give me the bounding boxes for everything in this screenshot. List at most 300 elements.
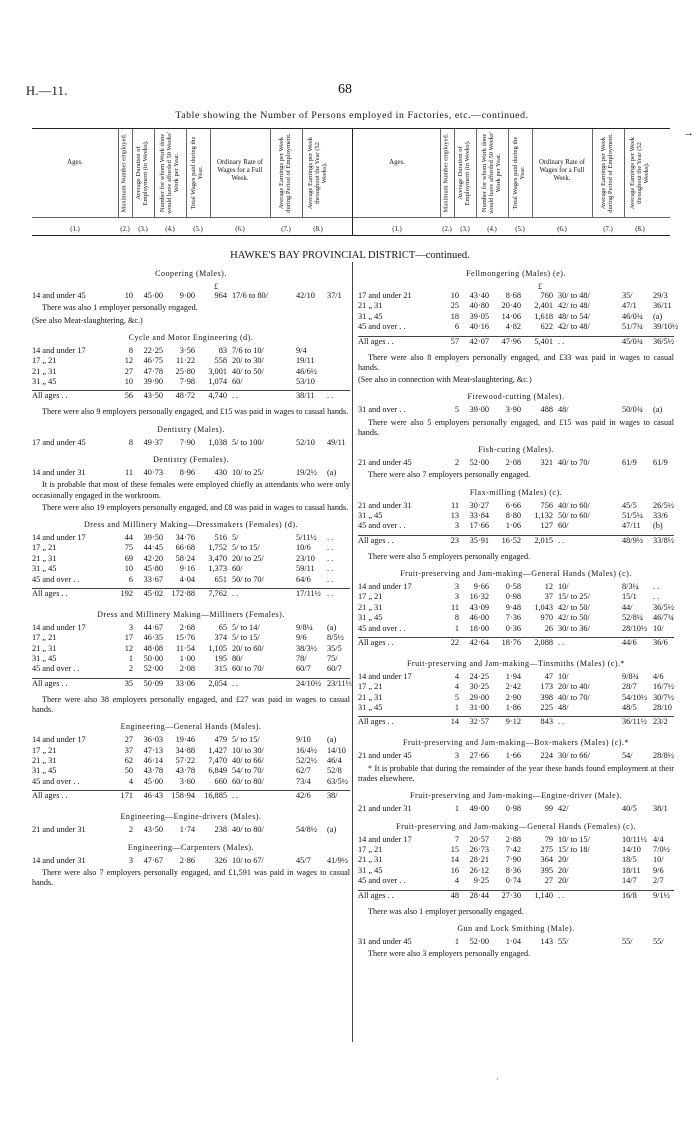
cell-col-2: 50 bbox=[124, 766, 133, 776]
cell-col-5: 6,849 bbox=[208, 766, 227, 776]
table-title: Table showing the Number of Persons employed in Factories, etc.—continued. bbox=[175, 110, 529, 121]
cell-col-1: 21 „ 31 bbox=[32, 553, 57, 563]
table-row bbox=[358, 835, 674, 845]
cell-col-6: 7/6 to 10/ bbox=[232, 345, 264, 355]
cell-col-8: . . bbox=[327, 543, 334, 553]
cell-col-3: 29·00 bbox=[469, 692, 489, 702]
cell-col-7: 45/0¾ bbox=[622, 336, 643, 346]
cell-col-8: (a) bbox=[327, 825, 337, 835]
cell-col-2: 15 bbox=[450, 845, 459, 855]
cell-col-8: 8/5½ bbox=[327, 633, 344, 643]
cell-col-5: 756 bbox=[540, 500, 553, 510]
cell-col-5: 479 bbox=[214, 735, 227, 745]
cell-col-6: 20/ to 60/ bbox=[232, 643, 264, 653]
cell-col-2: 171 bbox=[120, 791, 133, 801]
cell-col-5: 516 bbox=[214, 532, 227, 542]
cell-col-1: 21 and under 45 bbox=[358, 457, 412, 467]
section-note: (See also Meat-slaughtering, &c.) bbox=[32, 315, 143, 325]
cell-col-1: 31 and under 45 bbox=[358, 936, 412, 946]
cell-col-6: 20/ to 40/ bbox=[558, 682, 590, 692]
table-row bbox=[32, 377, 350, 387]
cell-col-6: 48/ bbox=[558, 405, 569, 415]
cell-col-1: 14 and under 17 bbox=[358, 671, 412, 681]
cell-col-6: 60/ to 80/ bbox=[232, 776, 264, 786]
cell-col-1: 31 „ 45 bbox=[32, 654, 57, 664]
cell-col-6: 40/ to 70/ bbox=[558, 457, 590, 467]
column-label: Average Earnings per Week during Period of Employment. bbox=[600, 133, 614, 213]
total-row bbox=[358, 535, 674, 550]
cell-col-5: 1,618 bbox=[534, 311, 553, 321]
cell-col-6: 5/ to 15/ bbox=[232, 735, 260, 745]
cell-col-2: 37 bbox=[124, 745, 133, 755]
cell-col-1: 45 and over . . bbox=[32, 664, 80, 674]
cell-col-4: 1·04 bbox=[505, 936, 521, 946]
total-row bbox=[358, 890, 674, 905]
cell-col-1: 45 and over . . bbox=[358, 521, 406, 531]
pound-sign: £ bbox=[214, 282, 218, 291]
section-title: Engineering—Carpenters (Males). bbox=[127, 842, 255, 852]
cell-col-8: 37/1 bbox=[327, 291, 342, 300]
cell-col-2: 5 bbox=[454, 692, 459, 702]
cell-col-5: 2,401 bbox=[534, 301, 553, 311]
cell-col-7: 45/5 bbox=[622, 500, 637, 510]
cell-col-4: 0·58 bbox=[505, 581, 521, 591]
cell-col-7: 53/10 bbox=[296, 376, 315, 386]
cell-col-6: . . bbox=[558, 717, 565, 727]
cell-col-5: 3,001 bbox=[208, 366, 227, 376]
cell-col-6: 5/ bbox=[232, 532, 239, 542]
cell-col-2: 14 bbox=[450, 717, 459, 727]
cell-col-8: 75/ bbox=[327, 654, 338, 664]
cell-col-6: 48/ to 54/ bbox=[558, 311, 590, 321]
cell-col-3: 46·14 bbox=[143, 756, 163, 766]
cell-col-7: 9/10 bbox=[296, 735, 311, 745]
table-row bbox=[32, 735, 350, 745]
cell-col-4: 2·08 bbox=[179, 664, 195, 674]
cell-col-3: 50·09 bbox=[143, 678, 163, 688]
cell-col-3: 32·57 bbox=[469, 717, 489, 727]
cell-col-4: 7·42 bbox=[505, 845, 521, 855]
table-row bbox=[358, 845, 674, 855]
cell-col-2: 10 bbox=[124, 564, 133, 574]
cell-col-8: 36/5½ bbox=[653, 336, 674, 346]
cell-col-5: 651 bbox=[214, 574, 227, 584]
cell-col-2: 1 bbox=[454, 936, 459, 946]
table-row bbox=[32, 554, 350, 564]
total-row bbox=[32, 588, 350, 603]
cell-col-2: 44 bbox=[124, 532, 133, 542]
cell-col-4: 1·66 bbox=[505, 751, 521, 761]
cell-col-7: 14/7 bbox=[622, 876, 637, 886]
cell-col-5: 1,373 bbox=[208, 564, 227, 574]
cell-col-5: 315 bbox=[214, 664, 227, 674]
cell-col-5: 27 bbox=[544, 876, 553, 886]
column-number: (5.) bbox=[193, 226, 203, 233]
cell-col-2: 11 bbox=[451, 500, 459, 510]
cell-col-6: 10/ to 25/ bbox=[232, 467, 264, 477]
left-section bbox=[32, 425, 350, 448]
cell-col-2: 3 bbox=[454, 521, 459, 531]
cell-col-2: 4 bbox=[454, 876, 459, 886]
cell-col-4: 1·94 bbox=[505, 671, 521, 681]
cell-col-5: 65 bbox=[218, 622, 227, 632]
section-title: Dentistry (Males). bbox=[157, 424, 225, 434]
column-header-6 bbox=[210, 129, 271, 233]
cell-col-5: 430 bbox=[214, 467, 227, 477]
cell-col-4: 8·80 bbox=[505, 510, 521, 520]
cell-col-8: 4/6 bbox=[653, 671, 664, 681]
cell-col-1: All ages . . bbox=[358, 336, 394, 346]
cell-col-1: 17 „ 21 bbox=[358, 845, 383, 855]
column-header-8 bbox=[624, 129, 656, 233]
section-note: There were also 38 employers personally engaged, and £27 was paid in wages to casual hands. bbox=[32, 694, 350, 715]
cell-col-7: 47/11 bbox=[622, 521, 641, 531]
right-section bbox=[358, 822, 674, 917]
cell-col-2: 35 bbox=[124, 678, 133, 688]
cell-col-1: 17 „ 21 bbox=[32, 356, 57, 366]
cell-col-7: 23/10 bbox=[296, 553, 315, 563]
cell-col-3: 39·05 bbox=[469, 311, 489, 321]
cell-col-3: 28·44 bbox=[469, 890, 489, 900]
cell-col-1: All ages . . bbox=[358, 535, 394, 545]
cell-col-1: 31 „ 45 bbox=[32, 766, 57, 776]
table-row bbox=[358, 511, 674, 521]
cell-col-4: 66·68 bbox=[175, 543, 195, 553]
cell-col-1: 14 and under 31 bbox=[32, 855, 86, 865]
cell-col-4: 8·96 bbox=[179, 467, 195, 477]
cell-col-6: . . bbox=[232, 391, 239, 401]
cell-col-4: 2·42 bbox=[505, 682, 521, 692]
cell-col-8: (a) bbox=[327, 735, 337, 745]
column-header-4 bbox=[476, 129, 509, 233]
cell-col-2: 57 bbox=[450, 336, 459, 346]
cell-col-8: . . bbox=[653, 592, 660, 602]
cell-col-1: 45 and over . . bbox=[358, 876, 406, 886]
cell-col-1: 17 and under 21 bbox=[358, 291, 412, 300]
cell-col-8: . . bbox=[327, 391, 334, 401]
cell-col-3: 30·25 bbox=[469, 682, 489, 692]
cell-col-2: 10 bbox=[450, 291, 459, 300]
cell-col-4: 33·06 bbox=[175, 678, 195, 688]
cell-col-7: 48/9½ bbox=[622, 535, 643, 545]
cell-col-6: 54/ to 70/ bbox=[232, 766, 264, 776]
left-section bbox=[32, 269, 350, 326]
cell-col-6: 10/ to 15/ bbox=[558, 834, 590, 844]
cell-col-2: 3 bbox=[128, 855, 133, 865]
cell-col-4: 158·94 bbox=[171, 791, 195, 801]
cell-col-1: All ages . . bbox=[32, 791, 68, 801]
cell-col-1: 45 and over . . bbox=[32, 574, 80, 584]
cell-col-2: 27 bbox=[124, 366, 133, 376]
page-number: 68 bbox=[338, 82, 352, 97]
cell-col-6: 20/ bbox=[558, 855, 569, 865]
cell-col-1: 31 „ 45 bbox=[358, 613, 383, 623]
cell-col-3: 40·80 bbox=[469, 301, 489, 311]
cell-col-2: 3 bbox=[454, 751, 459, 761]
section-note: There were also 5 employers personally engaged. bbox=[368, 551, 531, 561]
cell-col-4: 7·90 bbox=[179, 437, 195, 447]
cell-col-7: 42/10 bbox=[296, 291, 315, 300]
cell-col-2: 62 bbox=[124, 756, 133, 766]
cell-col-3: 40·73 bbox=[143, 467, 163, 477]
cell-col-4: 16·52 bbox=[501, 535, 521, 545]
cell-col-6: . . bbox=[558, 890, 565, 900]
right-section bbox=[358, 569, 674, 652]
cell-col-3: 45·00 bbox=[143, 291, 163, 300]
left-section bbox=[32, 722, 350, 805]
cell-col-6: 20/ bbox=[558, 876, 569, 886]
cell-col-4: 0·74 bbox=[505, 876, 521, 886]
cell-col-8: 16/7½ bbox=[653, 682, 674, 692]
cell-col-4: 11·54 bbox=[175, 643, 195, 653]
cell-col-7: 17/11½ bbox=[296, 588, 321, 598]
cell-col-4: 27·30 bbox=[501, 890, 521, 900]
cell-col-1: 17 „ 21 bbox=[358, 592, 383, 602]
cell-col-3: 27·66 bbox=[469, 751, 489, 761]
cell-col-3: 42·64 bbox=[469, 637, 489, 647]
right-section bbox=[358, 791, 674, 814]
cell-col-1: All ages . . bbox=[32, 678, 68, 688]
cell-col-8: . . bbox=[327, 588, 334, 598]
cell-col-5: 364 bbox=[540, 855, 553, 865]
cell-col-8: (a) bbox=[327, 622, 337, 632]
cell-col-7: 62/7 bbox=[296, 766, 311, 776]
cell-col-5: 326 bbox=[214, 855, 227, 865]
cell-col-3: 33·67 bbox=[143, 574, 163, 584]
cell-col-5: 660 bbox=[214, 776, 227, 786]
total-row bbox=[358, 336, 674, 351]
table-row bbox=[32, 291, 350, 301]
table-row bbox=[32, 746, 350, 756]
cell-col-8: 23/2 bbox=[653, 717, 668, 727]
cell-col-7: 52/2½ bbox=[296, 756, 317, 766]
cell-col-4: 15·76 bbox=[175, 633, 195, 643]
cell-col-2: 2 bbox=[128, 825, 133, 835]
cell-col-2: 75 bbox=[124, 543, 133, 553]
cell-col-7: 5/11½ bbox=[296, 532, 317, 542]
column-number: (3.) bbox=[460, 226, 470, 233]
cell-col-8: (a) bbox=[653, 311, 663, 321]
cell-col-8: 38/1 bbox=[653, 804, 668, 814]
cell-col-8: 38/ bbox=[327, 791, 338, 801]
section-note: There were also 19 employers personally engaged, and £8 was paid in wages to casual hands. bbox=[42, 502, 349, 512]
cell-col-8: . . bbox=[327, 564, 334, 574]
cell-col-8: 4/4 bbox=[653, 834, 664, 844]
table-row bbox=[358, 291, 674, 301]
cell-col-5: 1,105 bbox=[208, 643, 227, 653]
left-section bbox=[32, 812, 350, 835]
section-note: There were also 9 employers personally engaged, and £15 was paid in wages to casual hands. bbox=[42, 407, 349, 417]
table-row bbox=[32, 644, 350, 654]
cell-col-4: 172·88 bbox=[171, 588, 195, 598]
cell-col-3: 17·66 bbox=[469, 521, 489, 531]
column-label: Average Earnings per Week during Period of Employment. bbox=[278, 133, 292, 213]
cell-col-6: 60/ bbox=[558, 521, 569, 531]
column-header-3 bbox=[454, 129, 477, 233]
margin-tick: → bbox=[683, 127, 694, 139]
cell-col-7: 55/ bbox=[622, 936, 633, 946]
table-row bbox=[32, 825, 350, 835]
cell-col-1: 31 „ 45 bbox=[358, 865, 383, 875]
column-number: (6.) bbox=[235, 226, 245, 233]
cell-col-5: 2,054 bbox=[208, 678, 227, 688]
cell-col-1: 21 and under 31 bbox=[32, 825, 86, 835]
column-header-6 bbox=[532, 129, 593, 233]
cell-col-3: 35·91 bbox=[469, 535, 489, 545]
right-section bbox=[358, 924, 674, 960]
cell-col-6: 20/ to 30/ bbox=[232, 356, 264, 366]
cell-col-4: 2·88 bbox=[505, 834, 521, 844]
section-title: Engineering—General Hands (Males). bbox=[120, 722, 262, 732]
column-label: Maximum Number employed. bbox=[442, 133, 450, 213]
table-row bbox=[358, 458, 674, 468]
cell-col-8: . . bbox=[327, 532, 334, 542]
cell-col-6: 48/ bbox=[558, 703, 569, 713]
cell-col-7: 54/ bbox=[622, 751, 633, 761]
cell-col-1: 14 and under 17 bbox=[358, 581, 412, 591]
cell-col-7: 10/11½ bbox=[622, 834, 647, 844]
table-row bbox=[358, 876, 674, 886]
cell-col-2: 5 bbox=[454, 405, 459, 415]
section-title: Coopering (Males). bbox=[155, 269, 227, 278]
cell-col-3: 26·12 bbox=[469, 865, 489, 875]
cell-col-6: 40/ to 66/ bbox=[232, 756, 264, 766]
cell-col-6: 50/ to 70/ bbox=[232, 574, 264, 584]
table-row bbox=[32, 623, 350, 633]
cell-col-5: 16,885 bbox=[204, 791, 227, 801]
column-label: Total Wages paid during the Year. bbox=[190, 136, 204, 210]
cell-col-4: 2·68 bbox=[179, 622, 195, 632]
cell-col-1: All ages . . bbox=[32, 391, 68, 401]
section-note: There were also 7 employers personally engaged. bbox=[368, 470, 531, 480]
total-row bbox=[32, 390, 350, 405]
cell-col-1: 31 „ 45 bbox=[32, 376, 57, 386]
section-title: Dress and Millinery Making—Milliners (Females). bbox=[97, 609, 285, 619]
cell-col-5: 195 bbox=[214, 654, 227, 664]
cell-col-4: 57·22 bbox=[175, 756, 195, 766]
cell-col-1: 17 „ 21 bbox=[32, 745, 57, 755]
total-row bbox=[32, 678, 350, 693]
cell-col-4: 4·82 bbox=[505, 322, 521, 332]
cell-col-3: 52·00 bbox=[469, 457, 489, 467]
column-label: Ages. bbox=[67, 159, 83, 166]
cell-col-4: 6·66 bbox=[505, 500, 521, 510]
cell-col-7: 73/4 bbox=[296, 776, 311, 786]
column-number: (7.) bbox=[603, 226, 613, 233]
cell-col-5: 2,088 bbox=[534, 637, 553, 647]
cell-col-5: 1,043 bbox=[534, 602, 553, 612]
cell-col-5: 488 bbox=[540, 405, 553, 415]
cell-col-5: 143 bbox=[540, 936, 553, 946]
cell-col-4: 3·90 bbox=[505, 405, 521, 415]
cell-col-4: 18·76 bbox=[501, 637, 521, 647]
cell-col-2: 11 bbox=[125, 467, 133, 477]
cell-col-3: 50·00 bbox=[143, 654, 163, 664]
cell-col-8: 29/3 bbox=[653, 291, 668, 300]
left-section bbox=[32, 455, 350, 513]
cell-col-6: 20/ bbox=[558, 865, 569, 875]
cell-col-1: All ages . . bbox=[358, 890, 394, 900]
table-row bbox=[358, 322, 679, 332]
cell-col-6: 80/ bbox=[232, 654, 243, 664]
table-row bbox=[32, 766, 350, 776]
section-title: Fellmongering (Males) (e). bbox=[466, 269, 566, 278]
cell-col-8: 10/ bbox=[653, 855, 664, 865]
cell-col-6: 42/ bbox=[558, 804, 569, 814]
column-number: (8.) bbox=[635, 226, 645, 233]
total-row bbox=[358, 716, 674, 731]
cell-col-2: 23 bbox=[450, 535, 459, 545]
cell-col-6: . . bbox=[558, 336, 565, 346]
cell-col-4: 9·48 bbox=[505, 602, 521, 612]
cell-col-2: 18 bbox=[450, 311, 459, 321]
cell-col-3: 9·25 bbox=[473, 876, 489, 886]
table-row bbox=[32, 564, 350, 574]
cell-col-2: 13 bbox=[450, 510, 459, 520]
cell-col-4: 19·46 bbox=[175, 735, 195, 745]
cell-col-7: 48/5 bbox=[622, 703, 637, 713]
cell-col-7: 60/7 bbox=[296, 664, 311, 674]
cell-col-6: . . bbox=[232, 791, 239, 801]
column-number: (1.) bbox=[392, 226, 402, 233]
table-row bbox=[32, 346, 350, 356]
table-row bbox=[358, 751, 674, 761]
cell-col-4: 8·68 bbox=[505, 291, 521, 300]
cell-col-8: 14/10 bbox=[327, 745, 346, 755]
section-title: Dress and Millinery Making—Dressmakers (Females) (d). bbox=[83, 519, 298, 529]
cell-col-8: 36/6 bbox=[653, 637, 668, 647]
cell-col-3: 47·78 bbox=[143, 366, 163, 376]
cell-col-3: 47·67 bbox=[143, 855, 163, 865]
cell-col-7: 40/5 bbox=[622, 804, 637, 814]
cell-col-4: 2·08 bbox=[505, 457, 521, 467]
cell-col-3: 28·21 bbox=[469, 855, 489, 865]
column-label: Ordinary Rate of Wages for a Full Week. bbox=[538, 159, 586, 182]
section-note: There were also 3 employers personally engaged. bbox=[368, 949, 531, 959]
cell-col-2: 4 bbox=[454, 682, 459, 692]
cell-col-6: 20/ to 25/ bbox=[232, 553, 264, 563]
column-label: Number for whom Work done would have afforded 50 Weeks' Work per Year. bbox=[158, 132, 180, 214]
cell-col-5: 12 bbox=[544, 581, 553, 591]
cell-col-7: 54/10½ bbox=[622, 692, 648, 702]
cell-col-7: 44/ bbox=[622, 602, 633, 612]
cell-col-4: 58·24 bbox=[175, 553, 195, 563]
cell-col-1: 45 and over . . bbox=[358, 322, 406, 332]
cell-col-7: 9/4 bbox=[296, 345, 307, 355]
section-title: Fish-curing (Males). bbox=[478, 444, 554, 454]
cell-col-3: 9·66 bbox=[473, 581, 489, 591]
section-note: There was also 1 employer personally engaged. bbox=[42, 303, 198, 313]
cell-col-6: 40/ to 80/ bbox=[232, 825, 264, 835]
cell-col-6: 30/ to 36/ bbox=[558, 623, 590, 633]
right-section bbox=[358, 488, 674, 562]
cell-col-3: 52·00 bbox=[143, 664, 163, 674]
cell-col-2: 6 bbox=[128, 574, 133, 584]
cell-col-6: 60/ to 70/ bbox=[232, 664, 264, 674]
cell-col-1: 31 „ 45 bbox=[358, 703, 383, 713]
cell-col-7: 16/8 bbox=[622, 890, 637, 900]
cell-col-6: 15/ to 25/ bbox=[558, 592, 590, 602]
cell-col-1: 14 and under 17 bbox=[32, 735, 86, 745]
cell-col-6: . . bbox=[232, 678, 239, 688]
table-row bbox=[32, 438, 350, 448]
cell-col-6: 10/ to 67/ bbox=[232, 855, 264, 865]
cell-col-3: 47·13 bbox=[143, 745, 163, 755]
cell-col-5: 3,470 bbox=[208, 553, 227, 563]
cell-col-5: 79 bbox=[544, 834, 553, 844]
cell-col-1: 17 and under 45 bbox=[32, 437, 86, 447]
cell-col-3: 40·16 bbox=[469, 322, 489, 332]
